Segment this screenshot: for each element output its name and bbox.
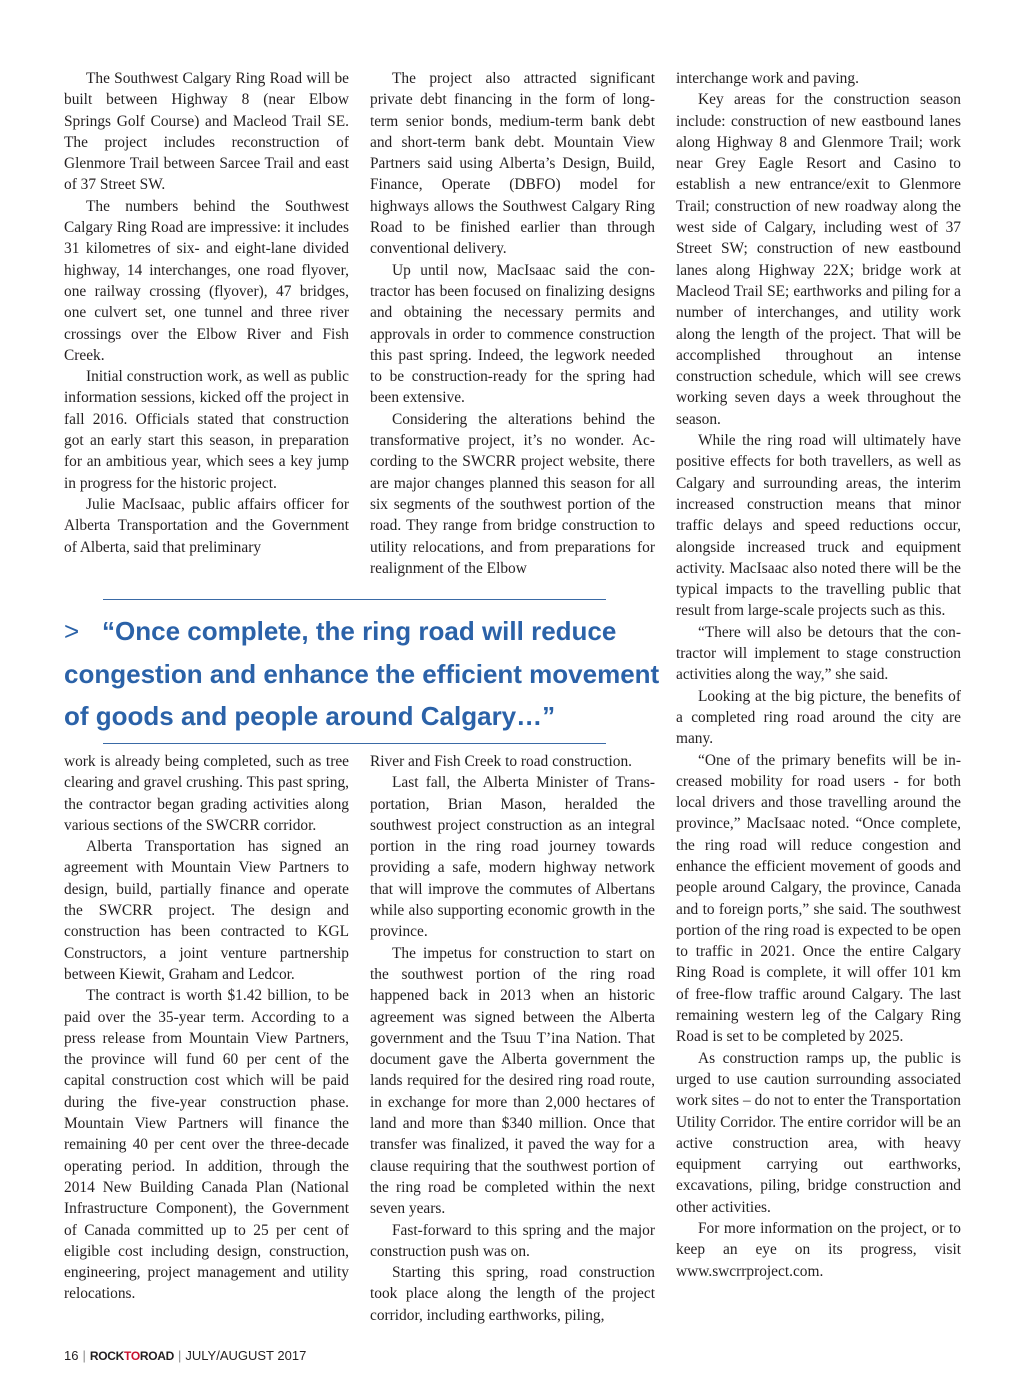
paragraph: The Southwest Calgary Ring Road will be built between Highway 8 (near Elbow Springs Golf Course) and Macleod Trail SE. The project includes reconstruction of Glenmore Trail between Sarcee Trail and east of 37 Street SW. — [64, 70, 349, 194]
paragraph: While the ring road will ultimately have positive effects for both travellers, as well as Calgary and surrounding areas, the interim increased construction means that minor traffic delays and speed reductions occur, alongside increased truck and equipment activity. MacIsaac also noted there will be the typical impacts to the travelling public that result from large-scale projects such as this. — [676, 432, 961, 620]
column-1-top — [64, 68, 349, 558]
magazine-logo: ROCKTOROAD — [89, 1349, 174, 1363]
paragraph: River and Fish Creek to road construction. — [370, 753, 633, 770]
paragraph: As construction ramps up, the public is urged to use caution surrounding associated work sites – do not to enter the Transportation Utility Corridor. The entire corridor will be an active construction area, with heavy equipment carrying out earthworks, excavations, piling, bridge construction and other activities. — [676, 1049, 961, 1216]
paragraph: Considering the alterations behind the transformative project, it’s no wonder. According to the SWCRR project website, there are major changes planned this season for all six segments of the southwest portion of the road. They range from bridge construction to utility relocations, and from preparations for realignment of the Elbow — [370, 410, 655, 577]
page-number: 16 — [64, 1348, 79, 1363]
paragraph: The impetus for construction to start on the southwest portion of the ring road happened back in 2013 when an historic agreement was signed between the Alberta government and the Tsuu T’ina Nation. That document gave the Alberta government the lands required for the desired ring road route, in exchange for more than 2,000 hectares of land and more than $340 million. Once that transfer was finalized, it paved the way for a clause requiring that the southwest portion of the ring road be completed within the next seven years. — [370, 944, 655, 1218]
paragraph: Last fall, the Alberta Minister of Transportation, Brian Mason, heralded the southwest project construction as an integral portion in the ring road journey towards providing a safe, modern highway network that will improve the commutes of Albertans while also supporting economic growth in the province. — [370, 774, 655, 941]
paragraph: Initial construction work, as well as public information sessions, kicked off the project in fall 2016. Officials stated that construction got an early start this season, in preparation for an ambitious year, which sees a key jump in progress for the historic project. — [64, 368, 349, 492]
paragraph: Fast-forward to this spring and the major construction push was on. — [370, 1221, 655, 1260]
column-1-bottom — [64, 751, 349, 1305]
column-3 — [676, 68, 961, 1282]
pullquote-line: > “Once complete, the ring road will reduce — [64, 610, 664, 653]
paragraph: Starting this spring, road construction took place along the length of the project corridor, including earthworks, piling, — [370, 1264, 655, 1324]
pullquote-line: of goods and people around Calgary…” — [64, 701, 556, 731]
paragraph: The contract is worth $1.42 billion, to be paid over the 35-year term. According to a press release from Mountain View Partners, the province will fund 60 per cent of the capital construction cost which will be paid during the five-year construction phase. Mountain View Partners will finance the remaining 40 per cent over the three-decade operating period. In addition, through the 2014 New Building Canada Plan (National Infrastructure Component), the Government of Canada committed up to 25 per cent of eligible cost including design, construction, engineering, project management and utility relocations. — [64, 987, 349, 1303]
pullquote — [64, 610, 664, 738]
paragraph: Alberta Transportation has signed an agreement with Mountain View Partners to design, build, partially finance and operate the SWCRR project. The design and construction has been contracted to KGL Constructors, a joint venture partnership between Kiewit, Graham and Ledcor. — [64, 838, 349, 983]
paragraph: Looking at the big picture, the benefits of a completed ring road around the city are many. — [676, 687, 961, 748]
column-2-top — [370, 68, 655, 579]
pullquote-rule-bottom — [103, 743, 606, 744]
paragraph: Julie MacIsaac, public affairs officer for Alberta Transportation and the Government of Alberta, said that preliminary — [64, 495, 349, 556]
paragraph: “One of the primary benefits will be increased mobility for road users - for both local drivers and those travelling around the province,” MacIsaac noted. “Once complete, the ring road will reduce congestion and enhance the efficient movement of goods and people around Calgary, the province, Canada and to foreign ports,” she said. The southwest portion of the ring road is expected to be open to traffic in 2021. Once the entire Calgary Ring Road is complete, it will offer 101 km of free-flow traffic around Calgary. The last remaining western leg of the Calgary Ring Road is set to be completed by 2025. — [676, 751, 961, 1046]
paragraph: The numbers behind the Southwest Calgary Ring Road are impressive: it includes 31 kilometres of six- and eight-lane divided highway, 14 interchanges, one road flyover, one railway crossing (flyover), 47 bridges, one culvert set, one tunnel and three river crossings over the Elbow River and Fish Creek. — [64, 197, 349, 364]
paragraph: “There will also be detours that the contractor will implement to stage construction activities along the way,” she said. — [676, 623, 961, 684]
paragraph: interchange work and paving. — [676, 70, 859, 87]
pullquote-rule-top — [103, 599, 606, 600]
page-footer: 16 | ROCKTOROAD | JULY/AUGUST 2017 — [64, 1348, 307, 1363]
issue-date: JULY/AUGUST 2017 — [185, 1348, 307, 1363]
paragraph: The project also attracted significant private debt financing in the form of long-term senior bonds, medium-term bank debt and short-term bank debt. Mountain View Partners said using Alberta’s Design, Build, Finance, Operate (DBFO) model for highways allows the Southwest Calgary Ring Road to be finished earlier than through conventional delivery. — [370, 70, 655, 258]
pullquote-line: congestion and enhance the efficient movement — [64, 658, 660, 689]
paragraph: Up until now, MacIsaac said the contractor has been focused on finalizing designs and obtaining the necessary permits and approvals in order to commence construction this past spring. Indeed, the legwork needed to be construction-ready for the spring had been extensive. — [370, 261, 655, 407]
chevron-right-icon: > — [64, 616, 80, 646]
paragraph: For more information on the project, or to keep an eye on its progress, visit www.swcrrproject.com. — [676, 1220, 961, 1280]
paragraph: Key areas for the construction season include: construction of new eastbound lanes along Highway 8 and Glenmore Trail; work near Grey Eagle Resort and Casino to establish a new entrance/exit to Glenmore Trail; construction of new roadway along the west side of Calgary, including west of 37 Street SW; construction of new eastbound lanes along Highway 22X; bridge work at Macleod Trail SE; earthworks and piling for a number of interchanges, and utility work along the length of the project. That will be accomplished throughout an intense construction schedule, which will see crews working seven days a week throughout the season. — [676, 91, 961, 428]
paragraph: work is already being completed, such as tree clearing and gravel crushing. This past spring, the contractor began grading activities along various sections of the SWCRR corridor. — [64, 753, 349, 834]
column-2-bottom — [370, 751, 655, 1326]
